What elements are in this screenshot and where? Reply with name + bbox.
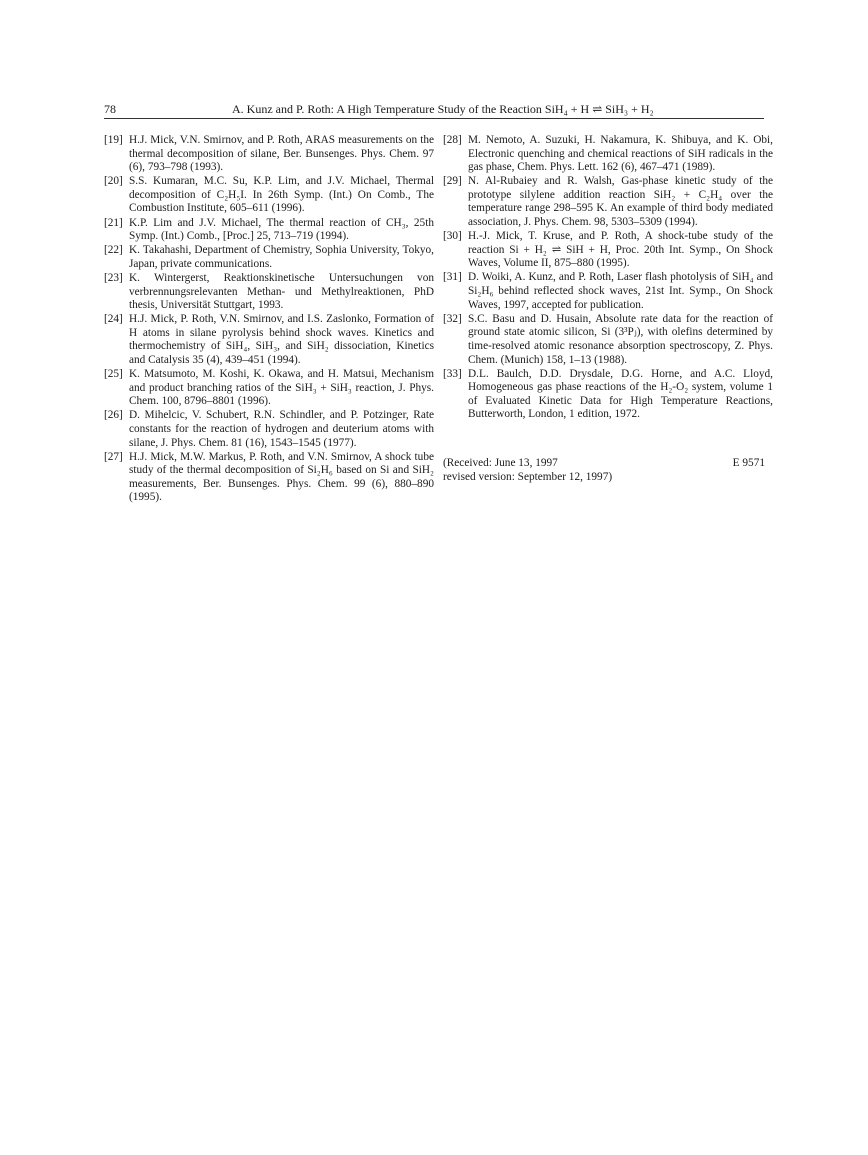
reference-number: [28] <box>443 134 462 146</box>
reference-text: N. Al-Rubaiey and R. Walsh, Gas-phase kinetic study of the prototype silylene addition reaction SiH₂ + C₂H₄ over the temperature range 298–595 K. An example of third body mediated association, J. Phys. Chem. 98, 5303–5309 (1994). <box>468 175 773 229</box>
reference-23 <box>104 272 434 313</box>
reference-text: H.J. Mick, M.W. Markus, P. Roth, and V.N. Smirnov, A shock tube study of the thermal decomposition of Si₂H₆ based on Si and SiH₂ measurements, Ber. Bunsenges. Phys. Chem. 99 (6), 880–890 (1995). <box>129 450 434 504</box>
reference-number: [21] <box>104 216 123 229</box>
reference-20 <box>104 175 434 216</box>
reference-27 <box>104 451 434 505</box>
reference-text: S.C. Basu and D. Husain, Absolute rate data for the reaction of ground state atomic silicon, Si (3³Pⱼ), with olefins determined by time-resolved atomic resonance absorption spectroscopy, Z. Phys. Chem. (Munich) 158, 1–13 (1988). <box>468 312 773 366</box>
reference-text: D.L. Baulch, D.D. Drysdale, D.G. Horne, and A.C. Lloyd, Homogeneous gas phase reactions of the H₂-O₂ system, volume 1 of Evaluated Kinetic Data for High Temperature Reactions, Butterworth, London, 1 edition, 1972. <box>468 367 773 421</box>
reference-number: [26] <box>104 409 123 422</box>
received-date: (Received: June 13, 1997 <box>443 457 558 469</box>
reference-number: [23] <box>104 271 123 284</box>
reference-number: [31] <box>443 271 462 284</box>
manuscript-code: E 9571 <box>732 457 765 469</box>
reference-number: [32] <box>443 312 462 325</box>
reference-text: H.-J. Mick, T. Kruse, and P. Roth, A shock-tube study of the reaction Si + H₂ ⇌ SiH + H, Proc. 20th Int. Symp., On Shock Waves, Volume II, 875–880 (1995). <box>468 230 773 270</box>
references-right-column <box>443 134 773 422</box>
reference-30 <box>443 230 773 271</box>
running-head <box>104 99 764 119</box>
page-number: 78 <box>104 102 116 116</box>
reference-number: [24] <box>104 313 123 326</box>
reference-29 <box>443 175 773 229</box>
reference-32 <box>443 313 773 367</box>
reference-number: [25] <box>104 368 123 381</box>
running-title: A. Kunz and P. Roth: A High Temperature Study of the Reaction SiH₄ + H ⇌ SiH₃ + H₂ <box>232 102 654 116</box>
reference-number: [20] <box>104 175 123 188</box>
reference-text: K. Wintergerst, Reaktionskinetische Untersuchungen von verbrennungsrelevanten Methan- und Methylreaktionen, PhD thesis, Universität Stuttgart, 1993. <box>129 271 434 312</box>
reference-number: [19] <box>104 134 123 146</box>
reference-text: S.S. Kumaran, M.C. Su, K.P. Lim, and J.V. Michael, Thermal decomposition of C₂H₅I. In 26th Symp. (Int.) On Comb., The Combustion Institute, 605–611 (1996). <box>129 175 434 215</box>
reference-number: [27] <box>104 450 123 463</box>
reference-number: [22] <box>104 244 123 257</box>
reference-number: [30] <box>443 230 462 243</box>
references-left-column <box>104 134 434 506</box>
reference-text: D. Mihelcic, V. Schubert, R.N. Schindler, and P. Potzinger, Rate constants for the reaction of hydrogen and deuterium atoms with silane, J. Phys. Chem. 81 (16), 1543–1545 (1977). <box>129 409 434 449</box>
reference-26 <box>104 409 434 450</box>
reference-25 <box>104 368 434 409</box>
reference-text: D. Woiki, A. Kunz, and P. Roth, Laser flash photolysis of SiH₄ and Si₂H₆ behind reflected shock waves, 21st Int. Symp., On Shock Waves, 1997, accepted for publication. <box>468 271 773 311</box>
header-rule <box>104 118 764 119</box>
reference-21 <box>104 217 434 244</box>
reference-text: K. Takahashi, Department of Chemistry, Sophia University, Tokyo, Japan, private communications. <box>129 244 434 270</box>
received-note <box>443 456 765 484</box>
reference-number: [33] <box>443 367 462 380</box>
reference-31 <box>443 271 773 312</box>
reference-text: M. Nemoto, A. Suzuki, H. Nakamura, K. Shibuya, and K. Obi, Electronic quenching and chemical reactions of SiH radicals in the gas phase, Chem. Phys. Lett. 162 (6), 467–471 (1989). <box>468 134 773 174</box>
reference-33 <box>443 368 773 422</box>
revised-date: revised version: September 12, 1997) <box>443 471 613 483</box>
reference-text: K. Matsumoto, M. Koshi, K. Okawa, and H. Matsui, Mechanism and product branching ratios of the SiH₃ + SiH₃ reaction, J. Phys. Chem. 100, 8796–8801 (1996). <box>129 368 434 408</box>
reference-text: H.J. Mick, V.N. Smirnov, and P. Roth, ARAS measurements on the thermal decomposition of silane, Ber. Bunsenges. Phys. Chem. 97 (6), 793–798 (1993). <box>129 134 434 174</box>
reference-text: H.J. Mick, P. Roth, V.N. Smirnov, and I.S. Zaslonko, Formation of H atoms in silane pyrolysis behind shock waves. Kinetics and thermochemistry of SiH₄, SiH₃, and SiH₂ dissociation, Kinetics and Catalysis 35 (4), 439–451 (1994). <box>129 313 434 366</box>
reference-number: [29] <box>443 175 462 188</box>
reference-22 <box>104 244 434 271</box>
reference-text: K.P. Lim and J.V. Michael, The thermal reaction of CH₃, 25th Symp. (Int.) Comb., [Proc.] 25, 713–719 (1994). <box>129 216 434 243</box>
reference-19 <box>104 134 434 175</box>
reference-28 <box>443 134 773 175</box>
reference-24 <box>104 313 434 367</box>
